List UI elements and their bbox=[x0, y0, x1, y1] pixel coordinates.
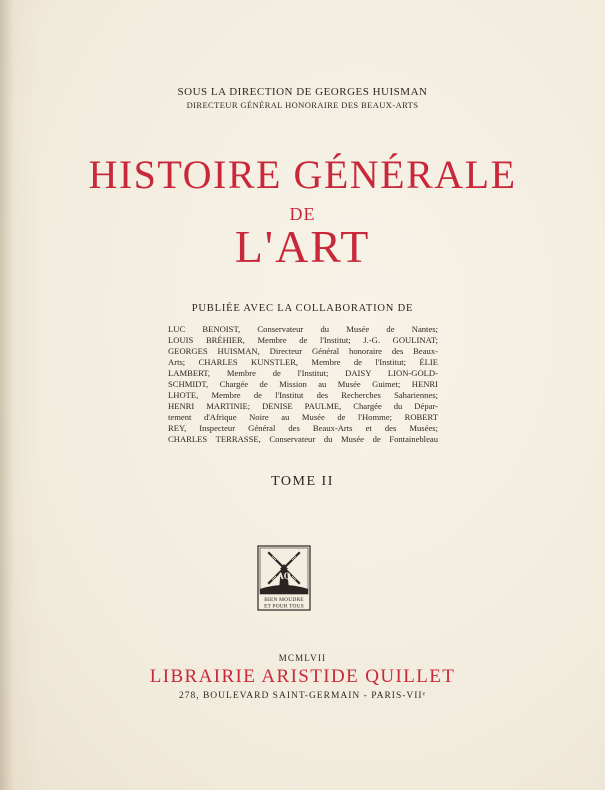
collaboration-heading: PUBLIÉE AVEC LA COLLABORATION DE bbox=[191, 303, 414, 314]
contributor-line: LUC BENOIST, Conservateur du Musée de Nantes; bbox=[168, 324, 438, 334]
contributor-line: GEORGES HUISMAN, Directeur Général honoraire des Beaux- bbox=[168, 346, 438, 356]
contributor-line: REY, Inspecteur Général des Beaux-Arts et des Musées; bbox=[168, 423, 438, 433]
contributor-line: LOUIS BRÉHIER, Membre de l'Institut; J.-G. GOULINAT; bbox=[168, 335, 438, 345]
contributor-line: HENRI MARTINIE; DENISE PAULME, Chargée du Dépar- bbox=[168, 401, 438, 411]
svg-text:ET POUR TOUS: ET POUR TOUS bbox=[264, 603, 304, 610]
contributor-line: SCHMIDT, Chargée de Mission au Musée Guimet; HENRI bbox=[168, 379, 438, 389]
publisher-address: 278, BOULEVARD SAINT-GERMAIN - PARIS-VIIᵉ bbox=[178, 691, 427, 701]
publisher-name: LIBRAIRIE ARISTIDE QUILLET bbox=[149, 666, 456, 687]
contributor-line: Arts; CHARLES KUNSTLER, Membre de l'Institut; ÉLIE bbox=[168, 357, 438, 367]
volume-number: TOME II bbox=[271, 474, 334, 489]
editor-line: SOUS LA DIRECTION DE GEORGES HUISMAN bbox=[177, 86, 428, 98]
publication-year: MCMLVII bbox=[278, 653, 327, 663]
contributor-line: tement d'Afrique Noire au Musée de l'Homme; ROBERT bbox=[168, 412, 438, 422]
contributor-line: CHARLES TERRASSE, Conservateur du Musée de Fontainebleau bbox=[168, 434, 438, 444]
contributor-line: LAMBERT, Membre de l'Institut; DAISY LION-GOLD- bbox=[168, 368, 438, 378]
contributor-line: LHOTE, Membre de l'Institut des Recherches Sahariennes; bbox=[168, 390, 438, 400]
logo-monogram: AQ bbox=[277, 571, 291, 581]
contributors-list bbox=[168, 324, 438, 445]
book-title-connector: DE bbox=[289, 204, 316, 224]
windmill-emblem-icon bbox=[257, 545, 311, 611]
editor-title: DIRECTEUR GÉNÉRAL HONORAIRE DES BEAUX-ARTS bbox=[186, 100, 419, 110]
svg-text:BIEN MOUDRE: BIEN MOUDRE bbox=[264, 597, 304, 603]
book-title-line1: HISTOIRE GÉNÉRALE bbox=[88, 152, 517, 197]
book-title-line2: L'ART bbox=[234, 221, 371, 272]
